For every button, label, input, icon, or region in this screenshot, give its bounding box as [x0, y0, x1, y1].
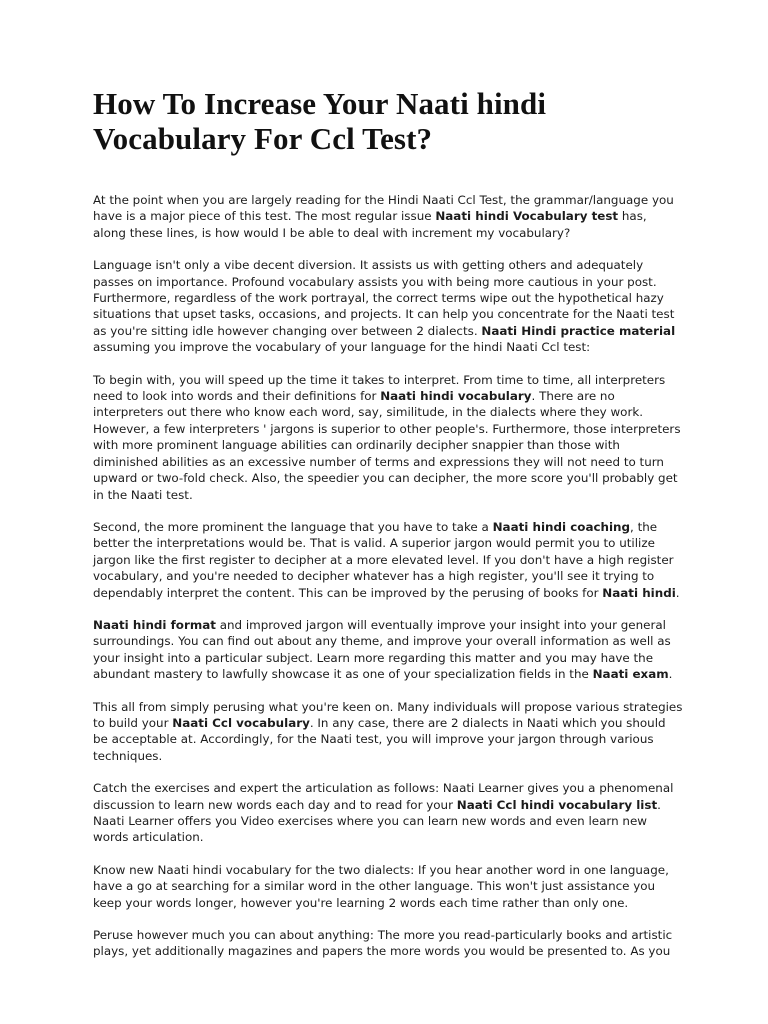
paragraph-text: , the better the interpretations would be. That is valid. A superior jargon would permit you to utilize jargon like the first register to decipher at a more elevated level. If you don't have a high register vocabulary, and you're needed to decipher whatever has a high register, you'll see it trying to dependably interpret the content. This can be improved by the perusing of books for	[93, 519, 674, 600]
body-paragraph	[93, 862, 683, 911]
paragraph-text: assuming you improve the vocabulary of your language for the hindi Naati Ccl test:	[93, 340, 591, 355]
body-paragraph	[93, 192, 683, 241]
paragraph-text: .	[668, 667, 673, 682]
body-paragraph	[93, 699, 683, 765]
paragraph-text: This all from simply perusing what you're keen on. Many individuals will propose various strategies to build your	[93, 699, 683, 730]
body-paragraph	[93, 780, 683, 846]
document-title	[93, 86, 683, 156]
document-page	[93, 86, 683, 976]
paragraph-text: Peruse however much you can about anything: The more you read-particularly books and artistic plays, yet additionally magazines and papers the more words you would be presented to. As you	[93, 928, 673, 959]
body-paragraph	[93, 372, 683, 503]
bold-keyword: Naati Ccl hindi vocabulary list	[456, 797, 658, 812]
paragraph-text: Know new Naati hindi vocabulary for the two dialects: If you hear another word in one language, have a go at searching for a similar word in the other language. This won't just assistance you keep your words longer, however you're learning 2 words each time rather than only one.	[93, 862, 669, 910]
paragraph-text: and improved jargon will eventually improve your insight into your general surroundings. You can find out about any theme, and improve your overall information as well as your insight into a particular subject. Learn more regarding this matter and you may have the abundant mastery to lawfully showcase it as one of your specialization fields in the	[93, 617, 671, 682]
bold-keyword: Naati hindi coaching	[492, 519, 631, 534]
bold-keyword: Naati hindi format	[93, 617, 216, 632]
paragraph-text: Catch the exercises and expert the articulation as follows: Naati Learner gives you a phenomenal discussion to learn new words each day and to read for your	[93, 781, 674, 812]
body-paragraph	[93, 927, 683, 960]
paragraph-text: At the point when you are largely reading for the Hindi Naati Ccl Test, the grammar/language you have is a major piece of this test. The most regular issue	[93, 193, 674, 224]
title-line-2: Vocabulary For Ccl Test?	[93, 121, 433, 156]
body-paragraph	[93, 519, 683, 601]
paragraph-text: To begin with, you will speed up the time it takes to interpret. From time to time, all interpreters need to look into words and their definitions for	[93, 372, 666, 404]
paragraph-text: Second, the more prominent the language that you have to take a	[93, 519, 493, 534]
body-paragraph	[93, 257, 683, 355]
paragraph-text: .	[675, 585, 680, 600]
body-paragraph	[93, 617, 683, 683]
bold-keyword: Naati Ccl vocabulary	[172, 715, 310, 730]
bold-keyword: Naati hindi vocabulary	[380, 389, 532, 404]
bold-keyword: Naati hindi Vocabulary test	[435, 209, 619, 224]
paragraph-text: . In any case, there are 2 dialects in Naati which you should be acceptable at. Accordingly, for the Naati test, you will improve your jargon through various techniques.	[93, 715, 666, 763]
paragraph-text: . There are no interpreters out there who know each word, say, similitude, in the dialects where they work. However, a few interpreters ' jargons is superior to other people's. Furthermore, those interpreters with more prominent language abilities can ordinarily decipher snappier than those with diminished abilities as an excessive number of terms and expressions they will not need to turn upward or two-fold check. Also, the speedier you can decipher, the more score you'll probably get in the Naati test.	[93, 389, 681, 502]
title-line-1: How To Increase Your Naati hindi	[93, 86, 547, 121]
paragraph-text: has, along these lines, is how would I be able to deal with increment my vocabulary?	[93, 209, 647, 240]
bold-keyword: Naati hindi	[602, 585, 676, 600]
bold-keyword: Naati exam	[592, 667, 669, 682]
document-body	[93, 192, 683, 960]
bold-keyword: Naati Hindi practice material	[481, 323, 676, 338]
paragraph-text: . Naati Learner offers you Video exercises where you can learn new words and even learn new words articulation.	[93, 797, 661, 845]
paragraph-text: Language isn't only a vibe decent diversion. It assists us with getting others and adequately passes on importance. Profound vocabulary assists you with being more cautious in your post. Furthermore, regardless of the work portrayal, the correct terms wipe out the hypothetical hazy situations that upset tasks, occasions, and projects. It can help you concentrate for the Naati test as you're sitting idle however changing over between 2 dialects.	[93, 258, 675, 338]
